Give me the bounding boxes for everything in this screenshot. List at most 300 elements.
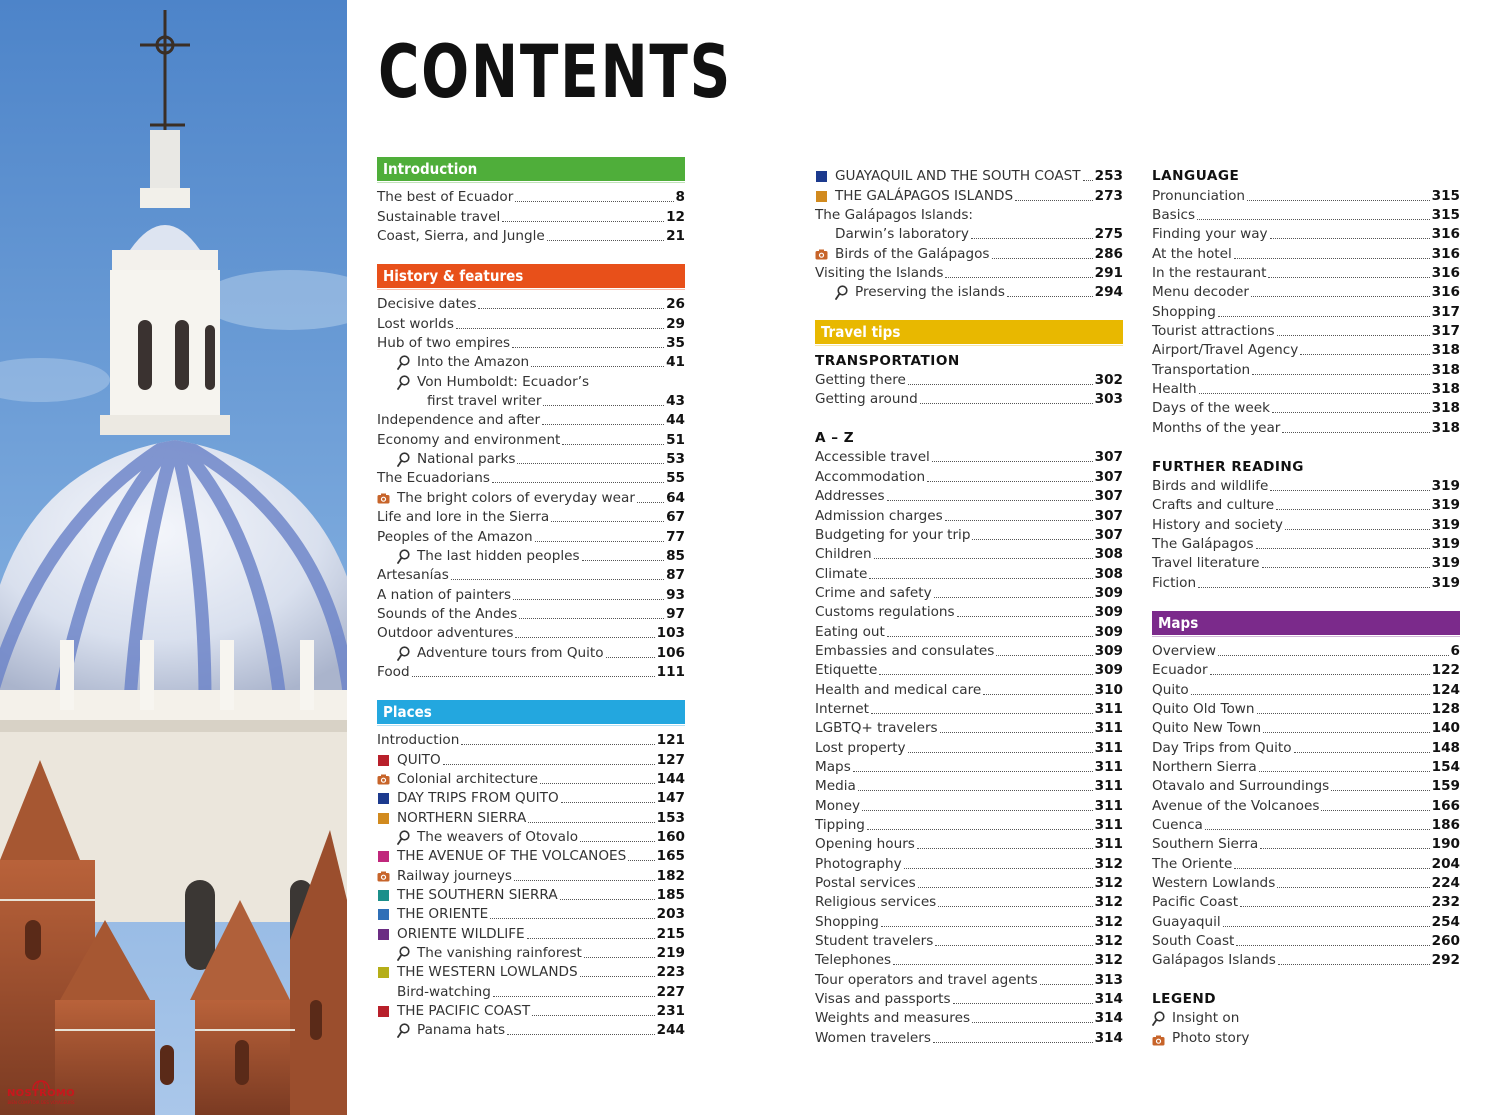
dot-leader bbox=[528, 822, 654, 823]
toc-entry[interactable] bbox=[1152, 794, 1460, 813]
toc-entry[interactable] bbox=[377, 293, 685, 312]
toc-entry-label: National parks bbox=[417, 451, 516, 468]
toc-entry[interactable] bbox=[1152, 756, 1460, 775]
toc-entry-label: THE ORIENTE bbox=[397, 906, 489, 923]
toc-entry[interactable] bbox=[1152, 242, 1460, 261]
insight-magnifier-icon bbox=[835, 285, 848, 300]
toc-entry[interactable] bbox=[377, 351, 685, 370]
dot-leader bbox=[515, 637, 654, 638]
toc-entry[interactable] bbox=[1152, 949, 1460, 968]
toc-entry[interactable] bbox=[1152, 891, 1460, 910]
toc-entry-label: Embassies and consulates bbox=[815, 642, 995, 659]
toc-entry-page: 315 bbox=[1431, 207, 1460, 224]
toc-entry[interactable] bbox=[377, 370, 685, 389]
toc-entry-page: 41 bbox=[666, 354, 685, 371]
toc-entry-page: 111 bbox=[656, 663, 685, 680]
toc-entry-page: 303 bbox=[1094, 391, 1123, 408]
toc-entry-label: Media bbox=[815, 778, 856, 795]
toc-entry-label: GUAYAQUIL AND THE SOUTH COAST bbox=[835, 168, 1081, 185]
dot-leader bbox=[1272, 412, 1430, 413]
dot-leader bbox=[972, 1022, 1093, 1023]
toc-entry-label: Airport/Travel Agency bbox=[1152, 342, 1299, 359]
section-header-introduction: Introduction bbox=[377, 157, 685, 181]
dot-leader bbox=[1236, 945, 1429, 946]
toc-entry[interactable] bbox=[377, 564, 685, 583]
subheading-a-z: A – Z bbox=[815, 430, 855, 447]
dot-leader bbox=[1251, 296, 1430, 297]
toc-entry[interactable] bbox=[815, 891, 1123, 910]
dot-leader bbox=[451, 579, 664, 580]
toc-entry[interactable] bbox=[815, 852, 1123, 871]
dot-leader bbox=[560, 899, 655, 900]
dot-leader bbox=[1263, 732, 1430, 733]
toc-entry-label: Basics bbox=[1152, 207, 1196, 224]
toc-entry[interactable] bbox=[1152, 281, 1460, 300]
dot-leader bbox=[887, 500, 1093, 501]
region-color-square bbox=[378, 851, 389, 862]
toc-entry[interactable] bbox=[377, 826, 685, 845]
toc-entry[interactable] bbox=[815, 562, 1123, 581]
dot-leader bbox=[1277, 887, 1429, 888]
watermark-tagline: BIEN COMPTOIR DES VOYAGEURS bbox=[7, 1100, 75, 1105]
toc-entry[interactable] bbox=[377, 332, 685, 351]
toc-entry-page: 53 bbox=[666, 451, 685, 468]
dot-leader bbox=[908, 384, 1093, 385]
dot-leader bbox=[858, 790, 1093, 791]
dot-leader bbox=[853, 771, 1093, 772]
cover-photo bbox=[0, 0, 347, 1115]
toc-entry[interactable] bbox=[815, 543, 1123, 562]
toc-entry-page: 312 bbox=[1094, 855, 1123, 872]
toc-entry[interactable] bbox=[377, 622, 685, 641]
toc-entry[interactable] bbox=[815, 756, 1123, 775]
toc-entry[interactable] bbox=[815, 465, 1123, 484]
contents-column-3 bbox=[1152, 165, 1460, 1046]
toc-entry-page: 292 bbox=[1431, 952, 1460, 969]
toc-entry-page: 215 bbox=[656, 925, 685, 942]
toc-entry-page: 313 bbox=[1094, 971, 1123, 988]
toc-entry[interactable] bbox=[1152, 339, 1460, 358]
subheading-further-reading: FURTHER READING bbox=[1152, 458, 1304, 475]
toc-entry-page: 312 bbox=[1094, 875, 1123, 892]
toc-entry[interactable] bbox=[1152, 552, 1460, 571]
toc-entry[interactable] bbox=[377, 390, 685, 409]
toc-entry[interactable] bbox=[1152, 775, 1460, 794]
toc-entry[interactable] bbox=[377, 506, 685, 525]
toc-entry-label: Northern Sierra bbox=[1152, 758, 1257, 775]
toc-entry-label: Birds of the Galápagos bbox=[835, 245, 990, 262]
toc-entry[interactable] bbox=[377, 922, 685, 941]
toc-entry-label: The Galápagos bbox=[1152, 535, 1254, 552]
toc-entry-label: QUITO bbox=[397, 751, 441, 768]
toc-entry[interactable] bbox=[815, 262, 1123, 281]
toc-entry[interactable] bbox=[1152, 397, 1460, 416]
dot-leader bbox=[493, 996, 655, 997]
toc-entry[interactable] bbox=[1152, 513, 1460, 532]
insight-magnifier-icon bbox=[397, 1023, 410, 1038]
toc-entry[interactable] bbox=[815, 485, 1123, 504]
dot-leader bbox=[531, 366, 664, 367]
page-title: CONTENTS bbox=[378, 30, 733, 115]
toc-entry[interactable] bbox=[377, 467, 685, 486]
toc-entry-page: 35 bbox=[666, 335, 685, 352]
toc-entry-page: 64 bbox=[666, 489, 685, 506]
toc-entry-page: 309 bbox=[1094, 623, 1123, 640]
dot-leader bbox=[933, 1042, 1093, 1043]
toc-entry[interactable] bbox=[1152, 184, 1460, 203]
toc-entry[interactable] bbox=[377, 942, 685, 961]
toc-entry-page: 314 bbox=[1094, 1010, 1123, 1027]
toc-entry[interactable] bbox=[1152, 262, 1460, 281]
toc-entry-label: Shopping bbox=[1152, 303, 1216, 320]
toc-entry-page: 97 bbox=[666, 605, 685, 622]
section-header-places: Places bbox=[377, 700, 685, 724]
dot-leader bbox=[461, 744, 654, 745]
dot-leader bbox=[519, 618, 664, 619]
dot-leader bbox=[502, 221, 664, 222]
toc-entry[interactable] bbox=[377, 225, 685, 244]
dot-leader bbox=[456, 328, 664, 329]
region-color-marker bbox=[377, 888, 390, 903]
toc-entry[interactable] bbox=[815, 678, 1123, 697]
toc-entry-label: Outdoor adventures bbox=[377, 625, 514, 642]
toc-entry-label: Darwin’s laboratory bbox=[835, 226, 969, 243]
toc-entry[interactable] bbox=[377, 661, 685, 680]
toc-entry-page: 311 bbox=[1094, 836, 1123, 853]
toc-entry-page: 153 bbox=[656, 809, 685, 826]
toc-entry-label: Otavalo and Surroundings bbox=[1152, 778, 1330, 795]
toc-entry-page: 253 bbox=[1094, 168, 1123, 185]
toc-entry[interactable] bbox=[815, 717, 1123, 736]
dot-leader bbox=[1083, 180, 1093, 181]
toc-entry-label: Ecuador bbox=[1152, 662, 1208, 679]
toc-entry-page: 127 bbox=[656, 751, 685, 768]
toc-entry[interactable] bbox=[377, 1019, 685, 1038]
toc-entry-label: NORTHERN SIERRA bbox=[397, 809, 527, 826]
dot-leader bbox=[1276, 509, 1430, 510]
spacer bbox=[377, 244, 685, 264]
toc-entry-page: 160 bbox=[656, 828, 685, 845]
toc-entry[interactable] bbox=[815, 1026, 1123, 1045]
photo-story-marker bbox=[815, 247, 828, 262]
toc-entry[interactable] bbox=[1152, 358, 1460, 377]
dot-leader bbox=[1282, 432, 1429, 433]
dot-leader bbox=[992, 258, 1093, 259]
dot-leader bbox=[1268, 277, 1429, 278]
toc-entry-label: Quito Old Town bbox=[1152, 700, 1255, 717]
region-color-marker bbox=[815, 169, 828, 184]
photo-story-marker bbox=[377, 491, 390, 506]
toc-entry-label: Preserving the islands bbox=[855, 284, 1005, 301]
insight-magnifier-icon bbox=[397, 355, 410, 370]
toc-entry[interactable] bbox=[815, 988, 1123, 1007]
toc-entry[interactable] bbox=[815, 601, 1123, 620]
region-color-marker bbox=[377, 791, 390, 806]
toc-entry-label: Fiction bbox=[1152, 574, 1197, 591]
dot-leader bbox=[514, 880, 655, 881]
toc-entry[interactable] bbox=[377, 409, 685, 428]
toc-entry[interactable] bbox=[815, 910, 1123, 929]
toc-entry[interactable] bbox=[377, 729, 685, 748]
toc-entry[interactable] bbox=[1152, 833, 1460, 852]
toc-entry[interactable] bbox=[815, 242, 1123, 261]
toc-entry-label: DAY TRIPS FROM QUITO bbox=[397, 790, 559, 807]
toc-entry[interactable] bbox=[377, 583, 685, 602]
dot-leader bbox=[1240, 906, 1430, 907]
insight-marker bbox=[397, 646, 410, 661]
toc-entry[interactable] bbox=[377, 312, 685, 331]
toc-entry[interactable] bbox=[815, 814, 1123, 833]
dot-leader bbox=[1300, 354, 1429, 355]
dot-leader bbox=[1256, 548, 1430, 549]
toc-entry-label: The best of Ecuador bbox=[377, 189, 514, 206]
toc-entry[interactable] bbox=[815, 775, 1123, 794]
insight-marker bbox=[397, 946, 410, 961]
toc-entry[interactable] bbox=[1152, 717, 1460, 736]
toc-entry[interactable] bbox=[377, 961, 685, 980]
toc-entry-page: 29 bbox=[666, 315, 685, 332]
toc-entry-page: 232 bbox=[1431, 894, 1460, 911]
region-color-marker bbox=[377, 753, 390, 768]
toc-entry[interactable] bbox=[1152, 378, 1460, 397]
spacer bbox=[377, 680, 685, 700]
toc-entry-label: Postal services bbox=[815, 875, 916, 892]
toc-entry[interactable] bbox=[1152, 300, 1460, 319]
dot-leader bbox=[871, 713, 1093, 714]
toc-entry-page: 244 bbox=[656, 1022, 685, 1039]
toc-entry[interactable] bbox=[815, 872, 1123, 891]
toc-entry-label: Western Lowlands bbox=[1152, 875, 1276, 892]
toc-entry[interactable] bbox=[1152, 852, 1460, 871]
region-color-square bbox=[816, 171, 827, 182]
toc-entry-label: Accessible travel bbox=[815, 449, 930, 466]
dot-leader bbox=[637, 502, 664, 503]
toc-entry[interactable] bbox=[1152, 640, 1460, 659]
toc-entry[interactable] bbox=[377, 428, 685, 447]
toc-entry[interactable] bbox=[1152, 872, 1460, 891]
toc-entry[interactable] bbox=[815, 223, 1123, 242]
toc-entry[interactable] bbox=[815, 184, 1123, 203]
dot-leader bbox=[628, 860, 654, 861]
toc-entry[interactable] bbox=[815, 582, 1123, 601]
toc-entry-page: 294 bbox=[1094, 284, 1123, 301]
toc-entry-label: ORIENTE WILDLIFE bbox=[397, 925, 525, 942]
toc-entry[interactable] bbox=[1152, 814, 1460, 833]
toc-entry[interactable] bbox=[815, 369, 1123, 388]
toc-entry-label: Travel literature bbox=[1152, 555, 1260, 572]
toc-entry[interactable] bbox=[377, 903, 685, 922]
toc-entry[interactable] bbox=[815, 794, 1123, 813]
contents-column-2 bbox=[815, 165, 1123, 1046]
toc-entry[interactable] bbox=[377, 787, 685, 806]
toc-entry-label: Hub of two empires bbox=[377, 335, 511, 352]
dot-leader bbox=[1247, 200, 1430, 201]
toc-entry[interactable] bbox=[815, 620, 1123, 639]
toc-entry-page: 318 bbox=[1431, 361, 1460, 378]
toc-entry-page: 307 bbox=[1094, 488, 1123, 505]
toc-entry-page: 319 bbox=[1431, 477, 1460, 494]
insight-marker bbox=[397, 549, 410, 564]
toc-entry[interactable] bbox=[1152, 204, 1460, 223]
toc-entry[interactable] bbox=[377, 806, 685, 825]
toc-entry-label: Into the Amazon bbox=[417, 354, 530, 371]
dot-leader bbox=[517, 463, 664, 464]
toc-entry[interactable] bbox=[377, 768, 685, 787]
toc-entry[interactable] bbox=[815, 968, 1123, 987]
toc-entry[interactable] bbox=[815, 204, 1123, 223]
toc-entry[interactable] bbox=[377, 884, 685, 903]
toc-entry[interactable] bbox=[815, 504, 1123, 523]
dot-leader bbox=[938, 906, 1092, 907]
toc-entry-label: Southern Sierra bbox=[1152, 836, 1259, 853]
toc-entry[interactable] bbox=[1152, 736, 1460, 755]
dot-leader bbox=[1321, 810, 1429, 811]
toc-entry-page: 318 bbox=[1431, 342, 1460, 359]
toc-entry-page: 103 bbox=[656, 625, 685, 642]
insight-magnifier-icon bbox=[397, 830, 410, 845]
toc-entry[interactable] bbox=[377, 545, 685, 564]
spacer bbox=[1152, 436, 1460, 455]
toc-entry-label: Photography bbox=[815, 855, 902, 872]
region-color-marker bbox=[377, 927, 390, 942]
toc-entry[interactable] bbox=[377, 845, 685, 864]
dot-leader bbox=[1191, 694, 1430, 695]
dot-leader bbox=[580, 976, 655, 977]
toc-entry[interactable] bbox=[377, 205, 685, 224]
toc-entry-page: 314 bbox=[1094, 1029, 1123, 1046]
toc-entry-page: 190 bbox=[1431, 836, 1460, 853]
toc-entry[interactable] bbox=[1152, 698, 1460, 717]
toc-entry-page: 319 bbox=[1431, 535, 1460, 552]
toc-entry[interactable] bbox=[377, 864, 685, 883]
toc-entry-label: Climate bbox=[815, 565, 868, 582]
toc-entry[interactable] bbox=[815, 930, 1123, 949]
dot-leader bbox=[542, 424, 664, 425]
toc-entry[interactable] bbox=[377, 641, 685, 660]
insight-magnifier-icon bbox=[397, 549, 410, 564]
toc-entry-page: 316 bbox=[1431, 284, 1460, 301]
toc-entry-page: 223 bbox=[656, 964, 685, 981]
toc-entry[interactable] bbox=[1152, 416, 1460, 435]
dot-leader bbox=[584, 957, 655, 958]
toc-entry-label: Shopping bbox=[815, 913, 879, 930]
toc-entry[interactable] bbox=[1152, 320, 1460, 339]
toc-entry[interactable] bbox=[377, 1000, 685, 1019]
toc-entry-label: Money bbox=[815, 797, 861, 814]
toc-entry[interactable] bbox=[1152, 494, 1460, 513]
toc-entry-page: 67 bbox=[666, 509, 685, 526]
toc-entry[interactable] bbox=[377, 448, 685, 467]
toc-entry-page: 87 bbox=[666, 567, 685, 584]
toc-entry-label: Crime and safety bbox=[815, 584, 932, 601]
toc-entry[interactable] bbox=[377, 748, 685, 767]
toc-entry[interactable] bbox=[815, 446, 1123, 465]
toc-entry[interactable] bbox=[1152, 678, 1460, 697]
toc-entry[interactable] bbox=[815, 949, 1123, 968]
toc-entry[interactable] bbox=[815, 524, 1123, 543]
toc-entry[interactable] bbox=[1152, 659, 1460, 678]
photo-camera-icon bbox=[377, 871, 390, 882]
toc-entry[interactable] bbox=[377, 486, 685, 505]
toc-entry-label: Addresses bbox=[815, 488, 885, 505]
toc-entry-label: The vanishing rainforest bbox=[417, 945, 582, 962]
toc-entry-page: 311 bbox=[1094, 797, 1123, 814]
toc-entry-label: Finding your way bbox=[1152, 226, 1268, 243]
region-color-square bbox=[378, 967, 389, 978]
spacer bbox=[815, 300, 1123, 320]
dot-leader bbox=[957, 616, 1093, 617]
toc-entry-page: 312 bbox=[1094, 952, 1123, 969]
dot-leader bbox=[874, 558, 1093, 559]
toc-entry-label: Health bbox=[1152, 381, 1197, 398]
toc-entry-label: Weights and measures bbox=[815, 1010, 971, 1027]
toc-entry[interactable] bbox=[1152, 475, 1460, 494]
toc-entry[interactable] bbox=[1152, 533, 1460, 552]
toc-entry[interactable] bbox=[1152, 910, 1460, 929]
toc-entry-page: 316 bbox=[1431, 245, 1460, 262]
section-header-maps: Maps bbox=[1152, 611, 1460, 635]
toc-entry-label: The Ecuadorians bbox=[377, 470, 490, 487]
toc-entry-label: Railway journeys bbox=[397, 867, 513, 884]
toc-entry[interactable] bbox=[815, 1007, 1123, 1026]
toc-entry[interactable] bbox=[377, 186, 685, 205]
toc-entry[interactable] bbox=[815, 640, 1123, 659]
toc-entry-label: first travel writer bbox=[427, 393, 542, 410]
toc-entry[interactable] bbox=[815, 736, 1123, 755]
toc-entry[interactable] bbox=[815, 388, 1123, 407]
toc-entry[interactable] bbox=[1152, 223, 1460, 242]
toc-entry[interactable] bbox=[815, 281, 1123, 300]
dot-leader bbox=[983, 694, 1092, 695]
toc-entry-label: THE SOUTHERN SIERRA bbox=[397, 887, 558, 903]
dot-leader bbox=[1234, 258, 1430, 259]
region-color-marker bbox=[815, 189, 828, 204]
dot-leader bbox=[945, 277, 1092, 278]
toc-entry-label: Day Trips from Quito bbox=[1152, 739, 1292, 756]
toc-entry-label: Von Humboldt: Ecuador’s bbox=[417, 373, 590, 390]
toc-entry[interactable] bbox=[377, 603, 685, 622]
toc-entry-label: Artesanías bbox=[377, 567, 449, 584]
toc-entry-page: 55 bbox=[666, 470, 685, 487]
toc-entry-label: Months of the year bbox=[1152, 419, 1281, 436]
toc-entry-label: Birds and wildlife bbox=[1152, 477, 1269, 494]
toc-entry-label: Internet bbox=[815, 700, 869, 717]
toc-entry[interactable] bbox=[377, 525, 685, 544]
toc-entry[interactable] bbox=[815, 659, 1123, 678]
toc-entry[interactable] bbox=[1152, 571, 1460, 590]
toc-entry-label: Children bbox=[815, 546, 872, 563]
toc-entry-page: 147 bbox=[656, 790, 685, 807]
toc-entry-page: 12 bbox=[666, 208, 685, 225]
toc-entry-page: 227 bbox=[656, 983, 685, 1000]
dot-leader bbox=[1277, 335, 1430, 336]
toc-entry-page: 308 bbox=[1094, 546, 1123, 563]
subheading-transportation: TRANSPORTATION bbox=[815, 352, 960, 369]
toc-entry[interactable] bbox=[377, 980, 685, 999]
toc-entry-page: 144 bbox=[656, 770, 685, 787]
dot-leader bbox=[512, 347, 664, 348]
dot-leader bbox=[927, 481, 1092, 482]
toc-entry-page: 316 bbox=[1431, 265, 1460, 282]
toc-entry-page: 77 bbox=[666, 528, 685, 545]
toc-entry[interactable] bbox=[815, 698, 1123, 717]
toc-entry[interactable] bbox=[815, 833, 1123, 852]
insight-magnifier-icon bbox=[397, 375, 410, 390]
toc-entry[interactable] bbox=[815, 165, 1123, 184]
insight-magnifier-icon bbox=[397, 646, 410, 661]
toc-entry[interactable] bbox=[1152, 930, 1460, 949]
dot-leader bbox=[893, 964, 1092, 965]
